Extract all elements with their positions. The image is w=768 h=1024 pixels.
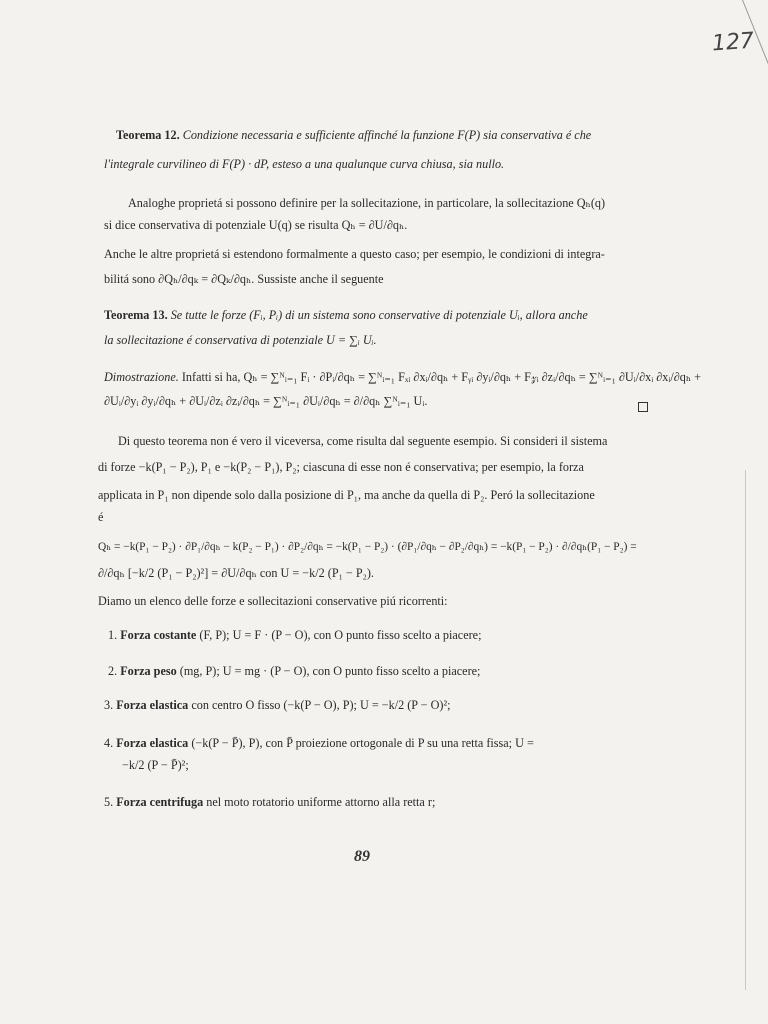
list-item-text: (−k(P − P̄), P), con P̄ proiezione ortogonale di P su una retta fissa; U =: [188, 736, 534, 750]
scan-edge-line: [745, 470, 746, 990]
para2-line3: applicata in P₁ non dipende solo dalla posizione di P₁, ma anche da quella di P₂. Peró la sollecitazione: [98, 488, 595, 502]
para1-line2: si dice conservativa di potenziale U(q) se risulta Qₕ = ∂U/∂qₕ.: [104, 218, 408, 232]
list-item-number: 4.: [104, 736, 114, 750]
list-item-text: nel moto rotatorio uniforme attorno alla retta r;: [203, 795, 436, 809]
list-item: [104, 795, 435, 810]
equation-line2: ∂/∂qₕ [−k/2 (P₁ − P₂)²] = ∂U/∂qₕ con U = −k/2 (P₁ − P₂).: [98, 566, 374, 580]
theorem-13-line2: la sollecitazione é conservativa di potenziale U = ∑ᵢ Uᵢ.: [104, 333, 377, 347]
theorem-12-label: Teorema 12.: [116, 128, 180, 142]
list-item: [104, 698, 451, 713]
list-item-title: Forza centrifuga: [116, 795, 204, 809]
theorem-12-line1: Condizione necessaria e sufficiente affinché la funzione F(P) sia conservativa é che: [182, 128, 592, 142]
proof-line2: ∂Uᵢ/∂yᵢ ∂yᵢ/∂qₕ + ∂Uᵢ/∂zᵢ ∂zᵢ/∂qₕ = ∑ᴺᵢ₌₁ ∂Uᵢ/∂qₕ = ∂/∂qₕ ∑ᴺᵢ₌₁ Uᵢ.: [104, 394, 428, 408]
list-item-number: 5.: [104, 795, 114, 809]
qed-square: [638, 402, 648, 412]
para2-line2: di forze −k(P₁ − P₂), P₁ e −k(P₂ − P₁), P₂; ciascuna di esse non é conservativa; per esempio, la forza: [98, 460, 584, 474]
list-item-title: Forza peso: [120, 664, 177, 678]
para1-line3: Anche le altre proprietá si estendono formalmente a questo caso; per esempio, le condizioni di integra-: [104, 247, 605, 261]
theorem-12-line2: l'integrale curvilineo di F(P) · dP, esteso a una qualunque curva chiusa, sia nullo.: [104, 157, 505, 171]
list-item-number: 2.: [108, 664, 118, 678]
list-item-continuation: −k/2 (P − P̄)²;: [122, 758, 189, 772]
handwritten-page-number: 127: [711, 28, 755, 57]
list-item-title: Forza costante: [120, 628, 197, 642]
theorem-13: [104, 308, 588, 323]
equation-line1: Qₕ = −k(P₁ − P₂) · ∂P₁/∂qₕ − k(P₂ − P₁) · ∂P₂/∂qₕ = −k(P₁ − P₂) · (∂P₁/∂qₕ − ∂P₂/∂qₕ) = −k(P₁ − P₂) · ∂/∂qₕ(P₁ − P₂) =: [98, 541, 637, 553]
list-item: [104, 736, 534, 751]
proof-formula-1: Infatti si ha, Qₕ = ∑ᴺᵢ₌₁ Fᵢ · ∂Pᵢ/∂qₕ = ∑ᴺᵢ₌₁ Fₓᵢ ∂xᵢ/∂qₕ + Fᵧᵢ ∂yᵢ/∂qₕ + F𝓏ᵢ ∂zᵢ/∂qₕ = ∑ᴺᵢ₌₁ ∂Uᵢ/∂xᵢ ∂xᵢ/∂qₕ +: [181, 370, 702, 384]
list-item-number: 3.: [104, 698, 114, 712]
theorem-13-line1: Se tutte le forze (Fᵢ, Pᵢ) di un sistema sono conservative di potenziale Uᵢ, allora anche: [170, 308, 588, 322]
para2-line1: Di questo teorema non é vero il viceversa, come risulta dal seguente esempio. Si consideri il sistema: [118, 434, 608, 448]
list-item-title: Forza elastica: [116, 698, 189, 712]
list-item-title: Forza elastica: [116, 736, 189, 750]
para1-line4: bilitá sono ∂Qₕ/∂qₖ = ∂Qₖ/∂qₕ. Sussiste anche il seguente: [104, 272, 384, 286]
para2-line4: é: [98, 510, 104, 524]
page-footer-number: 89: [354, 848, 370, 865]
theorem-12: [116, 128, 591, 143]
list-item-text: (mg, P); U = mg · (P − O), con O punto fisso scelto a piacere;: [176, 664, 481, 678]
para1-line1: Analoghe proprietá si possono definire per la sollecitazione, in particolare, la sollecitazione Qₕ(q): [128, 196, 606, 210]
list-item-number: 1.: [108, 628, 118, 642]
proof-line1: [104, 370, 701, 385]
list-item-text: (F, P); U = F · (P − O), con O punto fisso scelto a piacere;: [196, 628, 482, 642]
list-item-text: con centro O fisso (−k(P − O), P); U = −k/2 (P − O)²;: [188, 698, 451, 712]
proof-label: Dimostrazione.: [104, 370, 179, 384]
list-intro: Diamo un elenco delle forze e sollecitazioni conservative piú ricorrenti:: [98, 594, 448, 608]
list-item: [108, 628, 481, 643]
list-item: [108, 664, 480, 679]
theorem-13-label: Teorema 13.: [104, 308, 168, 322]
